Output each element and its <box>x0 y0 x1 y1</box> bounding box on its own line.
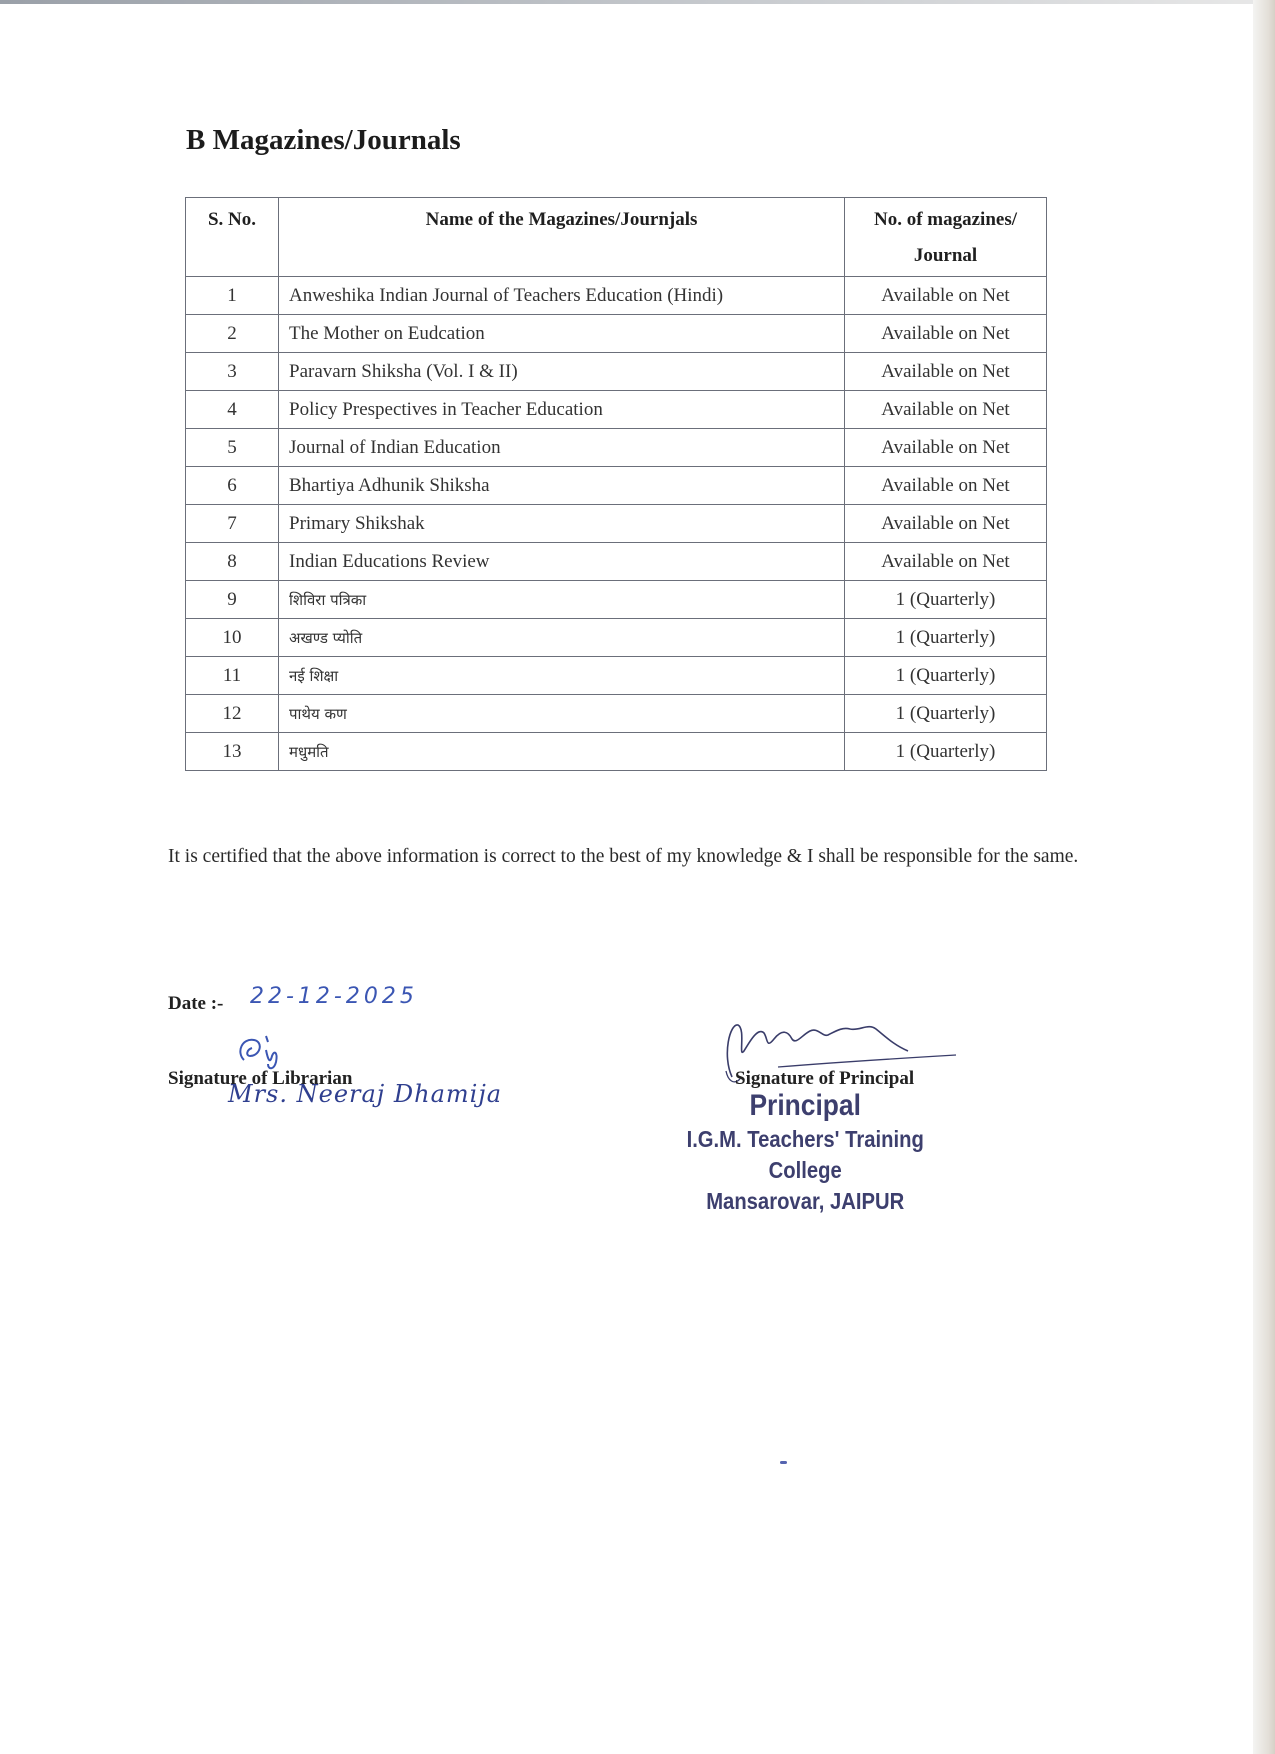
header-count-line1: No. of magazines/ <box>873 209 1017 230</box>
header-name: Name of the Magazines/Journjals <box>279 198 845 277</box>
cell-sno: 3 <box>186 353 279 391</box>
cell-count: Available on Net <box>845 391 1047 429</box>
journals-table <box>185 197 1047 771</box>
cell-count: 1 (Quarterly) <box>845 657 1047 695</box>
section-title: B Magazines/Journals <box>186 124 461 156</box>
table-header-row <box>186 198 1047 277</box>
cell-sno: 5 <box>186 429 279 467</box>
stamp-college: I.G.M. Teachers' Training College <box>686 1126 924 1183</box>
certification-text: It is certified that the above information is correct to the best of my knowledge & I shall be responsible for the same. <box>168 846 1079 867</box>
cell-count: 1 (Quarterly) <box>845 695 1047 733</box>
cell-count: Available on Net <box>845 353 1047 391</box>
cell-name: नई शिक्षा <box>279 657 845 695</box>
table-row <box>186 733 1047 771</box>
cell-name: Bhartiya Adhunik Shiksha <box>279 467 845 505</box>
date-label: Date :- <box>168 993 224 1014</box>
cell-name: Paravarn Shiksha (Vol. I & II) <box>279 353 845 391</box>
cell-count: 1 (Quarterly) <box>845 733 1047 771</box>
ink-speck <box>780 1461 787 1464</box>
table-row <box>186 505 1047 543</box>
cell-count: Available on Net <box>845 543 1047 581</box>
header-count <box>845 198 1047 277</box>
cell-name: Anweshika Indian Journal of Teachers Education (Hindi) <box>279 277 845 315</box>
cell-sno: 2 <box>186 315 279 353</box>
principal-signature-label: Signature of Principal <box>735 1068 915 1089</box>
table-row <box>186 657 1047 695</box>
table-body <box>186 277 1047 771</box>
table-row <box>186 619 1047 657</box>
table-row <box>186 543 1047 581</box>
table-row <box>186 429 1047 467</box>
table-row <box>186 315 1047 353</box>
cell-name: मधुमति <box>279 733 845 771</box>
cell-sno: 4 <box>186 391 279 429</box>
librarian-signature-label: Signature of Librarian <box>168 1068 353 1089</box>
cell-count: 1 (Quarterly) <box>845 581 1047 619</box>
cell-name: शिविरा पत्रिका <box>279 581 845 619</box>
cell-name: पाथेय कण <box>279 695 845 733</box>
cell-sno: 8 <box>186 543 279 581</box>
cell-sno: 11 <box>186 657 279 695</box>
table-row <box>186 467 1047 505</box>
cell-count: 1 (Quarterly) <box>845 619 1047 657</box>
stamp-location: Mansarovar, JAIPUR <box>706 1188 905 1214</box>
table-row <box>186 391 1047 429</box>
cell-name: The Mother on Eudcation <box>279 315 845 353</box>
table-row <box>186 695 1047 733</box>
cell-sno: 13 <box>186 733 279 771</box>
cell-count: Available on Net <box>845 315 1047 353</box>
librarian-handwritten-name: Mrs. Neeraj Dhamija <box>228 1080 503 1108</box>
cell-name: Primary Shikshak <box>279 505 845 543</box>
cell-name: Policy Prespectives in Teacher Education <box>279 391 845 429</box>
cell-count: Available on Net <box>845 505 1047 543</box>
cell-sno: 10 <box>186 619 279 657</box>
table-row <box>186 353 1047 391</box>
header-sno: S. No. <box>186 198 279 277</box>
scan-edge-right <box>1253 0 1275 1754</box>
table-row <box>186 277 1047 315</box>
date-handwritten: 22-12-2025 <box>250 984 418 1009</box>
header-count-line2: Journal <box>913 245 978 266</box>
cell-name: Indian Educations Review <box>279 543 845 581</box>
cell-count: Available on Net <box>845 467 1047 505</box>
stamp-title: Principal <box>749 1089 861 1122</box>
cell-sno: 12 <box>186 695 279 733</box>
cell-sno: 7 <box>186 505 279 543</box>
cell-sno: 1 <box>186 277 279 315</box>
cell-count: Available on Net <box>845 277 1047 315</box>
cell-sno: 6 <box>186 467 279 505</box>
cell-count: Available on Net <box>845 429 1047 467</box>
scan-edge-top <box>0 0 1275 4</box>
cell-name: अखण्ड प्योति <box>279 619 845 657</box>
principal-stamp <box>660 1088 950 1217</box>
cell-sno: 9 <box>186 581 279 619</box>
cell-name: Journal of Indian Education <box>279 429 845 467</box>
table-row <box>186 581 1047 619</box>
